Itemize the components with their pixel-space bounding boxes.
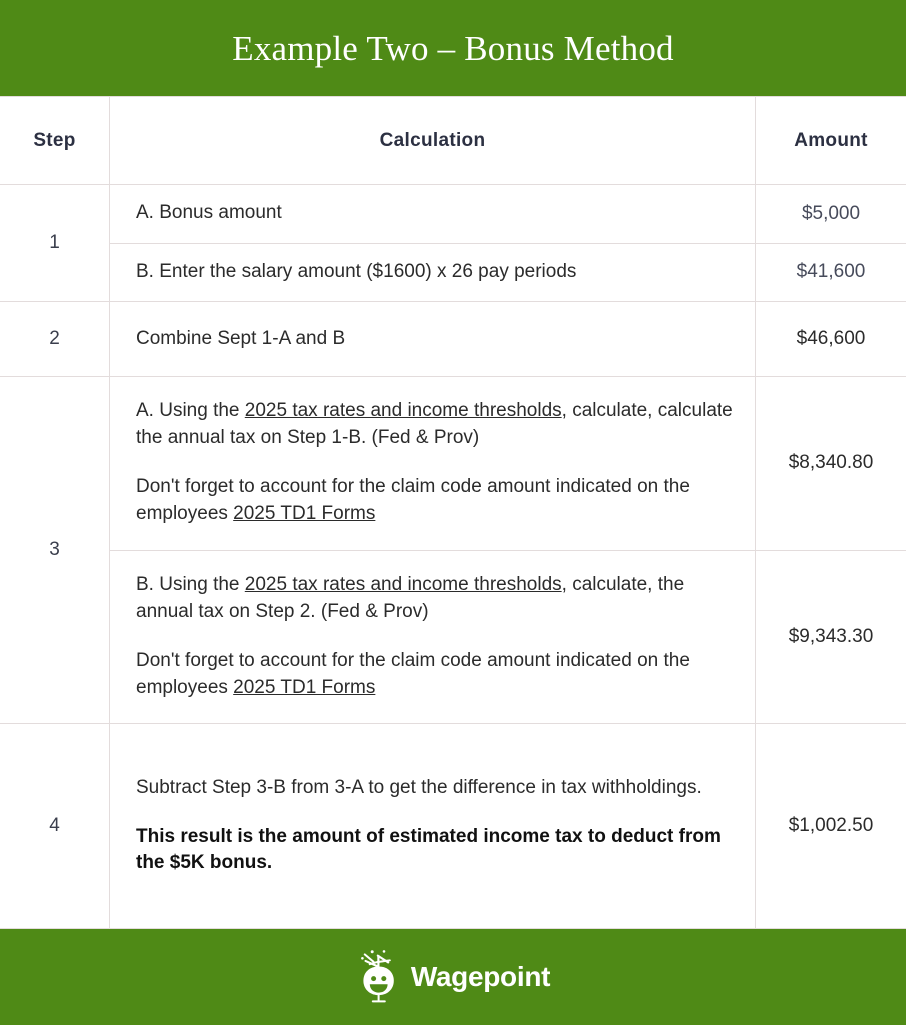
table-row: [0, 377, 906, 724]
amount-value: $46,600: [796, 328, 866, 349]
amount-subcell: [756, 244, 906, 302]
column-header-step: Step: [33, 129, 76, 151]
step-number: 4: [49, 815, 60, 836]
calculation-cell: [110, 377, 756, 723]
amount-cell: [756, 377, 906, 723]
footer-banner: [0, 929, 906, 1025]
amount-subcell: [756, 377, 906, 551]
column-header-calculation: Calculation: [379, 129, 486, 151]
step-cell: [0, 724, 110, 928]
header-cell-calculation: [110, 97, 756, 184]
calculation-text: [136, 474, 733, 528]
tax-rates-link[interactable]: 2025 tax rates and income thresholds: [244, 400, 562, 422]
calculation-subcell: [110, 551, 755, 724]
calculation-text: [136, 648, 733, 702]
amount-subcell: [756, 302, 906, 376]
calculation-text: B. Enter the salary amount ($1600) x 26 pay periods: [136, 260, 577, 282]
amount-cell: [756, 302, 906, 376]
amount-value: $9,343.30: [788, 625, 874, 647]
amount-subcell: [756, 185, 906, 244]
td1-forms-link[interactable]: 2025 TD1 Forms: [233, 503, 376, 525]
brand-name: Wagepoint: [410, 961, 551, 992]
amount-cell: [756, 724, 906, 928]
calculation-text: Combine Sept 1-A and B: [136, 327, 346, 349]
calculation-cell: [110, 724, 756, 928]
amount-value: $5,000: [801, 202, 861, 224]
header-cell-amount: [756, 97, 906, 184]
calculation-text: [136, 572, 733, 626]
column-header-amount: Amount: [794, 129, 868, 151]
amount-value: $8,340.80: [788, 452, 874, 474]
step-cell: [0, 377, 110, 723]
calculation-text: [136, 398, 733, 452]
calculation-text-emphasis: This result is the amount of estimated income tax to deduct from the $5K bonus.: [136, 825, 721, 874]
calculation-cell: [110, 302, 756, 376]
calculation-subcell: [110, 302, 755, 376]
page-title: Example Two – Bonus Method: [232, 28, 674, 68]
calculation-text-part: A. Using the: [136, 400, 245, 422]
table-header-row: [0, 97, 906, 185]
step-number: 2: [49, 328, 60, 349]
table-row: [0, 724, 906, 929]
calculation-text-part: , calculate, calculate the annual tax on Step 1-B. (Fed & Prov): [136, 400, 733, 449]
calculation-text: Subtract Step 3-B from 3-A to get the difference in tax withholdings.: [136, 776, 702, 798]
calculation-subcell: [110, 377, 755, 551]
calculation-text: A. Bonus amount: [136, 202, 282, 224]
wagepoint-mascot-icon: [356, 950, 402, 1004]
header-cell-step: [0, 97, 110, 184]
amount-cell: [756, 185, 906, 301]
td1-forms-link[interactable]: 2025 TD1 Forms: [233, 676, 376, 698]
step-number: 3: [49, 539, 60, 560]
amount-subcell: [756, 724, 906, 928]
tax-rates-link[interactable]: 2025 tax rates and income thresholds: [244, 573, 562, 595]
calculation-text-part: Don't forget to account for the claim code amount indicated on the employees: [136, 649, 690, 698]
amount-value: $1,002.50: [788, 815, 874, 836]
step-cell: [0, 302, 110, 376]
wagepoint-logo[interactable]: [356, 950, 550, 1004]
calculation-text-part: B. Using the: [136, 573, 245, 595]
header-banner: [0, 0, 906, 96]
amount-value: $41,600: [796, 261, 866, 283]
calculation-cell: [110, 185, 756, 301]
amount-subcell: [756, 551, 906, 724]
calculation-text-part: Don't forget to account for the claim code amount indicated on the employees: [136, 476, 690, 525]
calculation-table: [0, 96, 906, 929]
calculation-subcell: [110, 724, 755, 928]
calculation-text-part: , calculate, the annual tax on Step 2. (Fed & Prov): [136, 573, 685, 622]
calculation-subcell: [110, 244, 755, 302]
step-cell: [0, 185, 110, 301]
table-row: [0, 302, 906, 377]
calculation-subcell: [110, 185, 755, 244]
table-row: [0, 185, 906, 302]
step-number: 1: [49, 232, 60, 253]
